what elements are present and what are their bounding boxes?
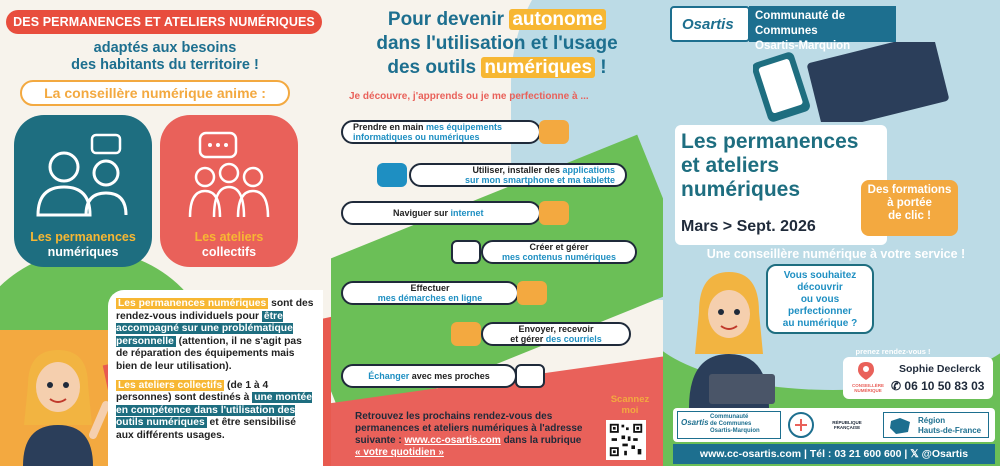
formations-badge: Des formations à portée de clic ! [861, 180, 958, 236]
tile-ateliers [160, 115, 298, 267]
tile-ateliers-label2: collectifs [201, 245, 257, 259]
republique-francaise-logo: RÉPUBLIQUE FRANÇAISE [832, 420, 862, 430]
contact-name: Sophie Declerck [899, 363, 981, 375]
main-title: Les permanences et ateliers numériques [681, 130, 859, 201]
step-courriels: Envoyer, recevoir et gérer des courriels [481, 322, 631, 346]
france-services-logo [787, 411, 815, 439]
info-permanences: Les permanences numériques sont des rendez-vous individuels pour être accompagné sur une problématique personnelle (attention, il ne s'agit pas de réparation des équipements mais bien de leur utilisation). [116, 298, 314, 372]
desk-illustration [753, 42, 953, 122]
qr-code[interactable] [606, 420, 646, 460]
service-tagline: Une conseillère numérique à votre service ! [706, 247, 966, 261]
date-range: Mars > Sept. 2026 [681, 218, 816, 235]
appointment-label: prenez rendez-vous ! [855, 347, 931, 356]
group-chat-icon [160, 115, 298, 230]
website-link[interactable]: www.cc-osartis.com [404, 435, 501, 446]
question-bubble: Vous souhaitez découvrir ou vous perfectionner au numérique ? [766, 264, 874, 334]
partner-logos [673, 408, 995, 442]
browser-icon [539, 201, 569, 225]
step-contenus: Créer et gérer mes contenus numériques [481, 240, 637, 264]
contact-bar[interactable]: www.cc-osartis.com | Tél : 03 21 600 600 | 𝕏 @Osartis [673, 444, 995, 464]
email-icon [451, 322, 481, 346]
step-demarches: Effectuer mes démarches en ligne [341, 281, 519, 305]
info-card [108, 290, 323, 466]
middle-panel [331, 0, 663, 466]
video-call-icon [515, 364, 545, 388]
online-forms-icon [517, 281, 547, 305]
contact-card [843, 357, 993, 399]
tile-permanences-label1: Les permanences [30, 230, 136, 244]
middle-title: Pour devenir autonome dans l'utilisation et l'usage des outils numériques ! [376, 9, 618, 78]
advisor-laptop-illustration [681, 262, 777, 408]
footer-osartis-logo: Osartis Communauté de Communes Osartis-Marquion [677, 411, 781, 439]
content-icon [451, 240, 481, 264]
smartphone-icon [377, 163, 407, 187]
left-title: DES PERMANENCES ET ATELIERS NUMÉRIQUES [6, 10, 322, 34]
advisor-badge: CONSEILLÈRE NUMÉRIQUE [851, 383, 884, 393]
step-echanger: Échanger avec mes proches [341, 364, 517, 388]
region-logo: Région Hauts-de-France [883, 412, 989, 438]
advisor-illustration [8, 345, 108, 466]
step-applications: Utiliser, installer des applications sur mon smartphone et ma tablette [409, 163, 627, 187]
osartis-logo: Osartis [670, 6, 750, 42]
org-name: Communauté de Communes Osartis-Marquion [749, 6, 896, 42]
animate-label: La conseillère numérique anime : [20, 80, 290, 106]
scan-label: Scannez moi [610, 394, 650, 416]
contact-phone[interactable]: ✆ 06 10 50 83 03 [891, 379, 985, 393]
step-equipements: Prendre en main mes équipements informatiques ou numériques [341, 120, 541, 144]
left-subtitle: adaptés aux besoins des habitants du territoire ! [71, 40, 259, 73]
tile-permanences [14, 115, 152, 267]
phone-icon: ✆ [891, 379, 905, 393]
people-icon [14, 115, 152, 230]
location-pin-icon [857, 361, 875, 381]
info-ateliers: Les ateliers collectifs (de 1 à 4 personnes) sont destinés à une montée en compétence dans l'utilisation des outils numériques et être sensibilisé aux différents usages. [116, 379, 312, 441]
right-panel [663, 0, 1000, 466]
middle-subtitle: Je découvre, j'apprends ou je me perfectionne à ... [349, 91, 589, 102]
tile-permanences-label2: numériques [47, 245, 119, 259]
laptop-icon [539, 120, 569, 144]
middle-footer: Retrouvez les prochains rendez-vous des permanences et ateliers numériques à l'adresse suivante : www.cc-osartis.com dans la rubrique « votre quotidien » [355, 411, 583, 458]
region-map-icon [888, 416, 914, 436]
tile-ateliers-label1: Les ateliers [194, 230, 264, 244]
left-panel [0, 0, 331, 466]
step-internet: Naviguer sur internet [341, 201, 541, 225]
